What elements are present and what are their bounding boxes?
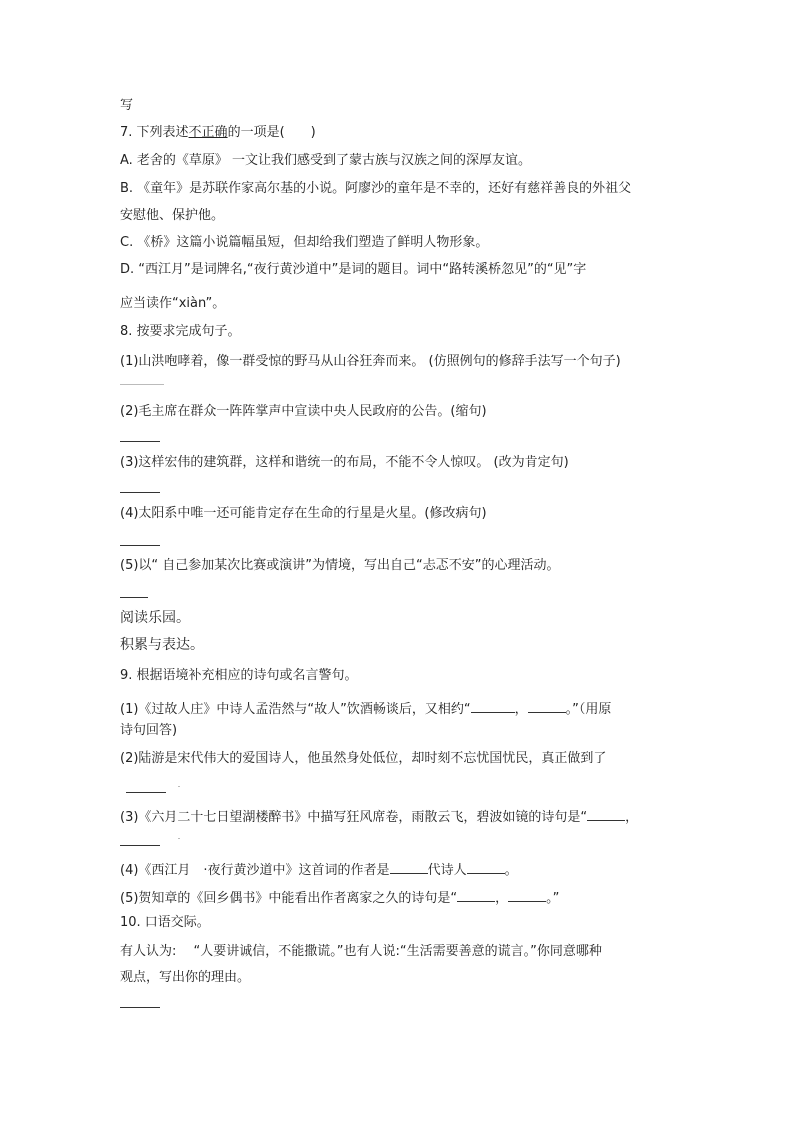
q9-item-3 [120,806,638,827]
q9-item-3-mark [178,838,180,839]
q8-item-3: (3)这样宏伟的建筑群，这样和谐统一的布局，不能不令人惊叹。 (改为肯定句) [120,455,569,470]
q7-title-pre: 7. 下列表述 [120,125,189,140]
q8-title: 8. 按要求完成句子。 [120,324,241,339]
q9-item-4-blank-2[interactable] [467,859,505,874]
q9-item-1-blank-2[interactable] [528,698,566,713]
q10-paragraph-line2: 观点，写出你的理由。 [120,970,251,985]
q7-title-post: 的一项是( ) [227,125,316,140]
q9-item-5-post: 。” [546,891,560,906]
q9-item-5-pre: (5)贺知章的《回乡偶书》中能看出作者离家之久的诗句是“ [120,891,458,906]
q9-item-2-mark [178,786,180,787]
q7-option-d-line1: D. “西江月”是词牌名,“夜行黄沙道中”是词的题目。词中“路转溪桥忽见”的“见”字 [120,262,587,277]
q9-item-1-line2: 诗句回答) [120,723,178,738]
q9-item-5 [120,887,559,908]
q10-title: 10. 口语交际。 [120,915,210,930]
q7-option-b-line1: B. 《童年》是苏联作家高尔基的小说。阿廖沙的童年是不幸的，还好有慈祥善良的外祖父 [120,181,632,196]
q9-item-5-mid: ， [495,891,509,906]
q9-item-5-blank-2[interactable] [508,887,546,902]
continuation-text: 写 [120,98,134,113]
q7-option-c: C. 《桥》这篇小说篇幅虽短，但却给我们塑造了鲜明人物形象。 [120,235,489,250]
q8-item-2: (2)毛主席在群众一阵阵掌声中宣读中央人民政府的公告。(缩句) [120,404,487,419]
q9-item-1 [120,698,611,719]
q8-item-4: (4)太阳系中唯一还可能肯定存在生命的行星是火星。(修改病句) [120,506,487,521]
q9-item-2-answer-line[interactable] [126,792,166,793]
q9-item-4-post: 。 [504,863,518,878]
q8-item-5-answer-line[interactable] [120,597,148,598]
q9-item-4-pre: (4)《西江月 ·夜行黄沙道中》这首词的作者是 [120,863,390,878]
section-reading: 阅读乐园。 [120,610,190,626]
q9-item-1-pre: (1)《过故人庄》中诗人孟浩然与“故人”饮酒畅谈后，又相约“ [120,702,471,717]
q8-item-5: (5)以“ 自己参加某次比赛或演讲”为情境，写出自己“忐忑不安”的心理活动。 [120,558,560,573]
q9-item-4 [120,859,518,880]
q9-title: 9. 根据语境补充相应的诗句或名言警句。 [120,668,358,683]
q9-item-4-mid: 代诗人 [427,863,467,878]
q7-option-d-line2: 应当读作“xiàn”。 [120,296,226,311]
q8-item-2-answer-line[interactable] [120,441,160,442]
section-accumulation: 积累与表达。 [120,637,204,653]
q9-item-2: (2)陆游是宋代伟大的爱国诗人，他虽然身处低位，却时刻不忘忧国忧民，真正做到了 [120,751,607,766]
q10-paragraph-line1: 有人认为: “人要讲诚信，不能撒谎。”也有人说:“生活需要善意的谎言。”你同意哪种 [120,944,602,959]
q9-item-5-blank-1[interactable] [457,887,495,902]
q7-title-underlined: 不正确 [188,125,228,140]
q9-item-4-blank-1[interactable] [390,859,428,874]
q8-item-1: (1)山洪咆哮着，像一群受惊的野马从山谷狂奔而来。 (仿照例句的修辞手法写一个句子) [120,354,621,369]
q9-item-1-post: 。”（用原 [565,702,612,717]
q8-item-4-answer-line[interactable] [120,545,160,546]
q7-title [120,124,316,142]
q8-item-1-answer-line[interactable] [120,384,164,385]
q7-option-a: A. 老舍的《草原》 一文让我们感受到了蒙古族与汉族之间的深厚友谊。 [120,153,532,168]
q9-item-1-blank-1[interactable] [471,698,515,713]
q8-item-3-answer-line[interactable] [120,492,160,493]
q7-option-b-line2: 安慰他、保护他。 [120,208,225,223]
q9-item-1-mid: ， [514,702,528,717]
q9-item-3-pre: (3)《六月二十七日望湖楼醉书》中描写狂风席卷，雨散云飞，碧波如镜的诗句是“ [120,810,588,825]
q9-item-3-blank-1[interactable] [587,806,625,821]
q9-item-3-answer-line[interactable] [120,845,160,846]
q9-item-3-post: ， [625,810,639,825]
q10-answer-line[interactable] [120,1007,160,1008]
